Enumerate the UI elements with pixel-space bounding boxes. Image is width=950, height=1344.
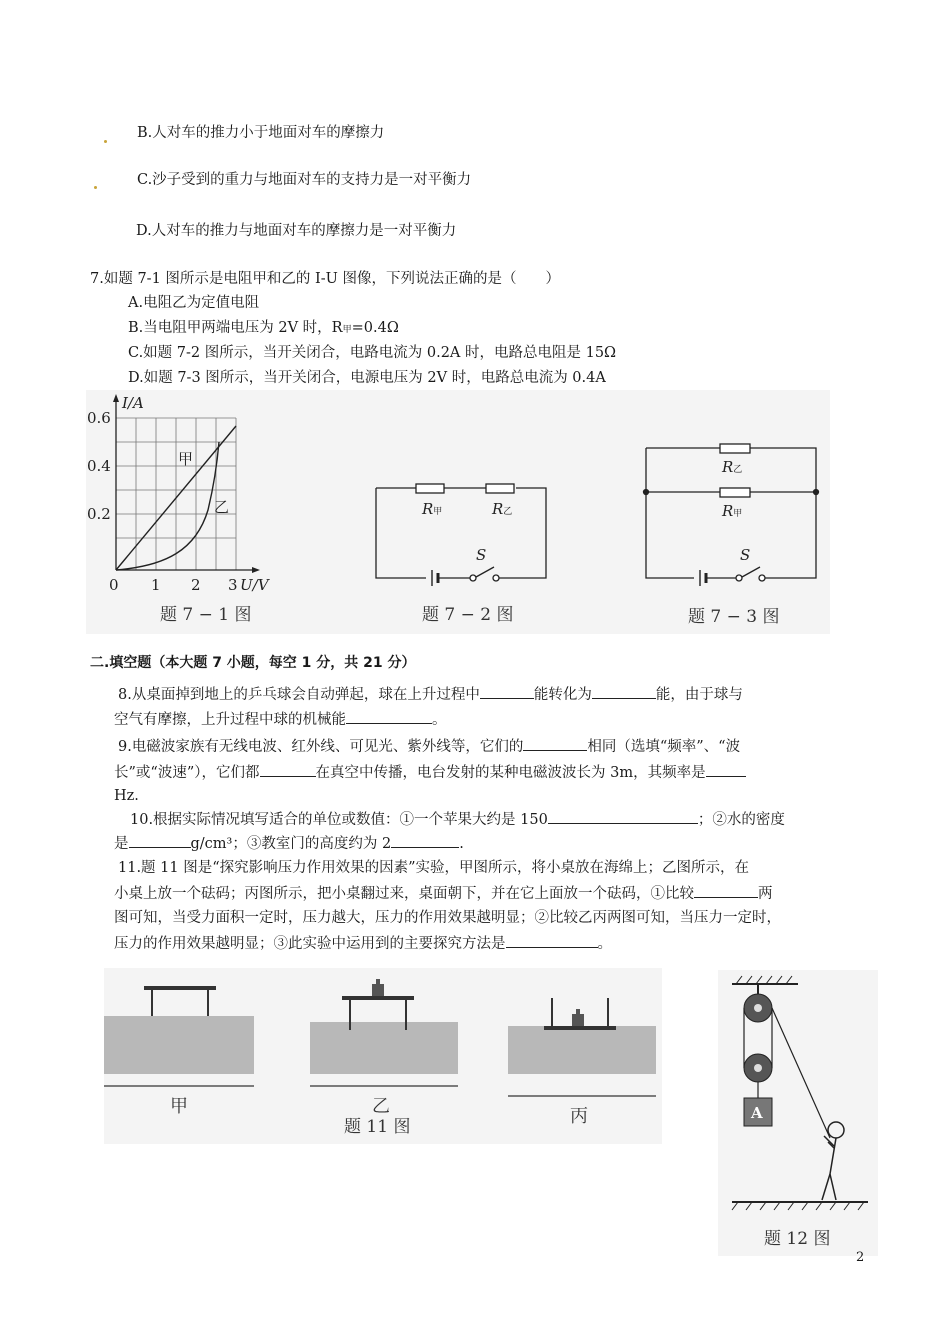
table-jia <box>144 986 216 990</box>
figure-11-svg <box>104 968 662 1144</box>
q9-blank-2[interactable] <box>260 762 316 777</box>
q6-option-d: D.人对车的推力与地面对车的摩擦力是一对平衡力 <box>136 223 457 239</box>
q11-text-c: 压力的作用效果越明显；③此实验中运用到的主要探究方法是 <box>114 936 506 952</box>
graph-ytick-04: 0.4 <box>87 457 111 475</box>
weight-yi <box>372 984 384 996</box>
q8-text-c: 能，由于球与 <box>655 687 743 703</box>
q10-text-b: ；②水的密度 <box>697 812 785 828</box>
q9-text-d: 在真空中传播，电台发射的某种电磁波波长为 3m，其频率是 <box>315 765 706 781</box>
q11-line-3: 图可知，当受力面积一定时，压力越大，压力的作用效果越明显；②比较乙丙两图可知，当压力一定时， <box>114 910 781 926</box>
graph-xtick-2: 2 <box>191 576 201 594</box>
q8-blank-3[interactable] <box>346 709 432 724</box>
marker-dot <box>94 186 97 189</box>
table-yi <box>342 996 414 1000</box>
q9-text-c: 长”或“波速”），它们都 <box>114 765 260 781</box>
graph-xtick-0: 0 <box>109 576 119 594</box>
q11-text-d: 。 <box>597 936 612 952</box>
fig12-caption: 题 12 图 <box>764 1229 831 1249</box>
graph-caption: 题 7 − 1 图 <box>160 605 252 625</box>
q7-option-b <box>128 318 399 340</box>
block-a-label: A <box>751 1104 763 1122</box>
q10-line-1 <box>130 809 785 830</box>
q9-text-a: 9.电磁波家族有无线电波、红外线、可见光、紫外线等，它们的 <box>118 739 524 755</box>
q8-blank-2[interactable] <box>592 684 656 699</box>
c2-caption: 题 7 − 2 图 <box>422 605 514 625</box>
graph-label-jia: 甲 <box>178 450 194 468</box>
q6-option-c: C.沙子受到的重力与地面对车的支持力是一对平衡力 <box>137 172 472 188</box>
q8-blank-1[interactable] <box>480 684 534 699</box>
q11-line-4 <box>114 933 612 954</box>
q10-line-2 <box>114 833 464 854</box>
graph-xlabel: U/V <box>240 576 269 594</box>
q11-text-b: 两 <box>758 886 773 902</box>
q10-text-a: 10.根据实际情况填写适合的单位或数值：①一个苹果大约是 150 <box>130 812 548 828</box>
q11-blank-1[interactable] <box>694 883 758 898</box>
page-number: 2 <box>856 1250 865 1265</box>
graph-xtick-1: 1 <box>151 576 161 594</box>
label-jia: 甲 <box>170 1096 188 1117</box>
graph-ytick-02: 0.2 <box>87 505 111 523</box>
person <box>822 1122 844 1200</box>
q9-blank-1[interactable] <box>523 736 587 751</box>
q11-blank-2[interactable] <box>506 933 598 948</box>
figure-11-panel <box>104 968 662 1144</box>
c3-switch: S <box>740 546 751 564</box>
figure-7-panel <box>86 390 830 634</box>
graph-xtick-3: 3 <box>228 576 238 594</box>
q11-line-1: 11.题 11 图是“探究影响压力作用效果的因素”实验，甲图所示，将小桌放在海绵上；乙图所示，在 <box>118 860 750 876</box>
q8-line-1 <box>118 684 743 705</box>
c2-r1: R甲 <box>422 500 443 518</box>
q10-text-e: . <box>459 836 464 852</box>
label-bing: 丙 <box>570 1106 588 1127</box>
iu-graph <box>113 394 260 573</box>
figure-12-svg <box>718 970 878 1256</box>
q11-line-2 <box>114 883 773 904</box>
q7-stem: 7.如题 7-1 图所示是电阻甲和乙的 I-U 图像，下列说法正确的是（ ） <box>90 271 560 287</box>
figure-12-panel <box>718 970 878 1256</box>
label-yi: 乙 <box>372 1096 390 1117</box>
fig11-caption: 题 11 图 <box>344 1117 411 1137</box>
marker-dot <box>104 140 107 143</box>
circuit-7-2 <box>376 484 546 586</box>
q9-line-3: Hz. <box>114 788 139 804</box>
q9-blank-3[interactable] <box>706 762 746 777</box>
q8-text-e: 。 <box>432 712 447 728</box>
c2-switch: S <box>476 546 487 564</box>
q7-option-d: D.如题 7-3 图所示，当开关闭合，电源电压为 2V 时，电路总电流为 0.4A <box>128 370 606 386</box>
q8-line-2 <box>114 709 447 730</box>
q10-text-d: g/cm³；③教室门的高度约为 2 <box>190 836 392 852</box>
q8-text-a: 8.从桌面掉到地上的乒乓球会自动弹起，球在上升过程中 <box>118 687 480 703</box>
q11-text-a: 小桌上放一个砝码；丙图所示，把小桌翻过来，桌面朝下，并在它上面放一个砝码，①比较 <box>114 886 694 902</box>
q7-option-b-pre: B.当电阻甲两端电压为 2V 时，R <box>128 320 343 336</box>
figure-7-svg <box>86 390 830 634</box>
c3-r1: R乙 <box>722 458 743 476</box>
q10-blank-2[interactable] <box>129 833 191 848</box>
q7-option-b-post: =0.4Ω <box>351 320 399 336</box>
q8-text-b: 能转化为 <box>533 687 592 703</box>
graph-label-yi: 乙 <box>214 498 230 516</box>
q7-option-a: A.电阻乙为定值电阻 <box>128 295 260 311</box>
q7-option-b-sub: 甲 <box>342 325 352 335</box>
q8-text-d: 空气有摩擦，上升过程中球的机械能 <box>114 712 346 728</box>
q7-option-c: C.如题 7-2 图所示，当开关闭合，电路电流为 0.2A 时，电路总电阻是 15Ω <box>128 345 617 361</box>
c3-r2: R甲 <box>722 502 743 520</box>
c2-r2: R乙 <box>492 500 513 518</box>
c3-caption: 题 7 − 3 图 <box>688 607 780 627</box>
q9-line-2 <box>114 762 746 783</box>
q10-blank-1[interactable] <box>548 809 698 824</box>
table-bing <box>544 1026 616 1030</box>
q9-text-b: 相同（选填“频率”、“波 <box>587 739 741 755</box>
q10-blank-3[interactable] <box>391 833 459 848</box>
graph-ylabel: I/A <box>122 394 144 412</box>
weight-bing <box>572 1014 584 1026</box>
section-2-title: 二.填空题（本大题 7 小题，每空 1 分，共 21 分） <box>90 655 416 671</box>
q10-text-c: 是 <box>114 836 129 852</box>
q9-line-1 <box>118 736 740 757</box>
graph-ytick-06: 0.6 <box>87 409 111 427</box>
q6-option-b: B.人对车的推力小于地面对车的摩擦力 <box>137 125 385 141</box>
